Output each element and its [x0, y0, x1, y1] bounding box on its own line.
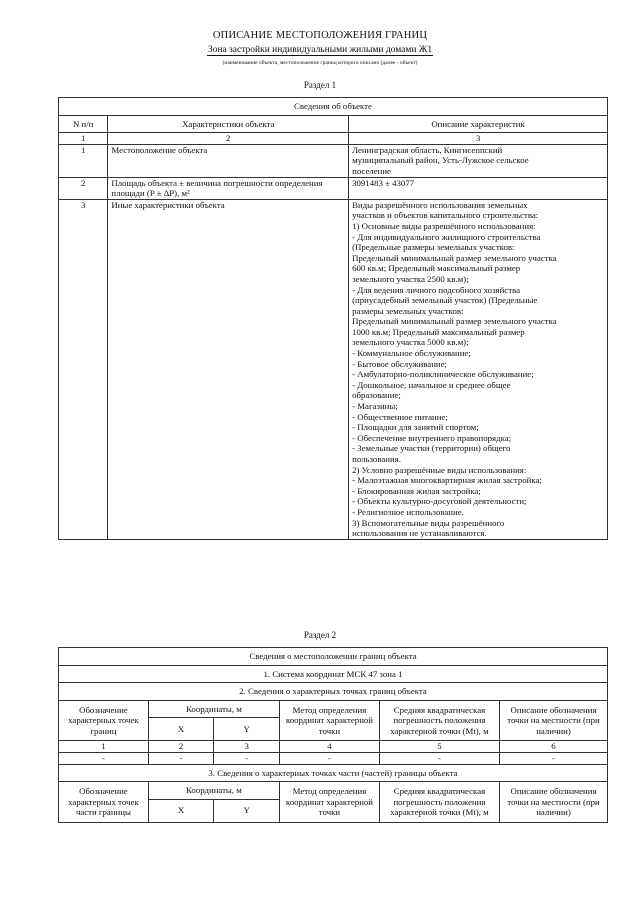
column-header-method: Метод определения координат характерной точки [280, 700, 380, 741]
row-number: 1 [59, 144, 108, 177]
description-line: образование; [352, 390, 401, 401]
object-info-table [58, 97, 608, 540]
column-number: 5 [379, 741, 499, 753]
description-line: Предельный минимальный размер земельного участка [352, 316, 557, 327]
section1-label: Раздел 1 [303, 80, 337, 90]
description-line: земельного участка 5000 кв.м); [352, 337, 469, 348]
column-header-coordinates: Координаты, м [148, 700, 279, 718]
description-line: использования не устанавливаются. [352, 528, 487, 539]
column-header-description: Описание характеристик [349, 115, 608, 133]
table-cell: - [59, 752, 149, 764]
column-header-y: Y [214, 718, 280, 741]
description-line: поселение [352, 165, 391, 176]
description-line: - Объекты культурно-досуговой деятельности; [352, 496, 527, 507]
description-line: - Коммунальное обслуживание; [352, 348, 471, 359]
row-description [349, 144, 608, 177]
row-characteristic: Иные характеристики объекта [108, 199, 349, 539]
boundary-info-table [58, 647, 608, 823]
description-line: земельного участка 2500 кв.м); [352, 273, 469, 284]
description-line: 600 кв.м; Предельный максимальный размер [352, 263, 521, 274]
subsection-part-boundary-points: 3. Сведения о характерных точках части (частей) границы объекта [59, 764, 608, 782]
table-row [59, 177, 608, 199]
description-line: Предельный минимальный размер земельного участка [352, 252, 557, 263]
description-line: 3091483 ± 43077 [352, 177, 415, 188]
column-number: 6 [500, 741, 608, 753]
row-description [349, 199, 608, 539]
row-number: 2 [59, 177, 108, 199]
description-line: 3) Вспомогательные виды разрешённого [352, 517, 505, 528]
column-header-coordinates: Координаты, м [148, 782, 279, 800]
section2-label: Раздел 2 [303, 630, 337, 640]
table-row [59, 752, 608, 764]
table-cell: - [379, 752, 499, 764]
description-line: Виды разрешённого использования земельных [352, 199, 528, 210]
description-line: - Магазины; [352, 401, 398, 412]
column-number: 2 [148, 741, 214, 753]
description-line: - Амбулаторно-поликлиническое обслуживание; [352, 369, 534, 380]
description-line: - Для ведения личного подсобного хозяйства [352, 284, 521, 295]
column-number: 2 [108, 133, 349, 145]
description-line: - Обеспечение внутреннего правопорядка; [352, 432, 512, 443]
description-line: Ленинградская область, Кингисеппский [352, 144, 503, 155]
column-header-designation: Обозначение характерных точек границ [59, 700, 149, 741]
column-number: 3 [349, 133, 608, 145]
column-header-x: X [148, 799, 214, 822]
column-header-characteristic: Характеристики объекта [108, 115, 349, 133]
row-description [349, 177, 608, 199]
object-name-caption: (наименование объекта, местоположение границ которого описано (далее - объект) [222, 60, 418, 66]
column-number: 1 [59, 133, 108, 145]
description-line: - Религиозное использование. [352, 506, 464, 517]
description-line: 1) Основные виды разрешённого использования: [352, 220, 536, 231]
column-header-designation-part: Обозначение характерных точек части границы [59, 782, 149, 823]
description-line: муниципальный район, Усть-Лужское сельское [352, 155, 529, 166]
boundary-info-title: Сведения о местоположении границ объекта [59, 648, 608, 666]
table-row [59, 199, 608, 539]
table-cell: - [500, 752, 608, 764]
document-title: ОПИСАНИЕ МЕСТОПОЛОЖЕНИЯ ГРАНИЦ [212, 30, 428, 41]
description-line: - Малоэтажная многоквартирная жилая застройка; [352, 475, 542, 486]
table-cell: - [280, 752, 380, 764]
description-line: - Бытовое обслуживание; [352, 358, 447, 369]
column-header-y: Y [214, 799, 280, 822]
description-line: (приусадебный земельный участок) (Предельные [352, 295, 538, 306]
description-line: размеры земельных участков: [352, 305, 464, 316]
column-header-error: Средняя квадратическая погрешность положения характерной точки (Mt), м [379, 700, 499, 741]
description-line: пользования. [352, 454, 401, 464]
subsection-boundary-points: 2. Сведения о характерных точках границ объекта [59, 683, 608, 701]
table-cell: - [214, 752, 280, 764]
description-line: 2) Условно разрешённые виды использования: [352, 464, 527, 475]
description-line: - Общественное питание; [352, 411, 448, 422]
description-line: - Земельные участки (территории) общего [352, 443, 511, 454]
description-line: - Площадки для занятий спортом; [352, 422, 479, 433]
coordinate-system: 1. Система координат МСК 47 зона 1 [59, 665, 608, 683]
table-cell: - [148, 752, 214, 764]
description-line: 1000 кв.м; Предельный максимальный размер [352, 326, 525, 337]
column-header-method: Метод определения координат характерной точки [280, 782, 380, 823]
column-header-point-description: Описание обозначения точки на местности (при наличии) [500, 782, 608, 823]
description-line: - Для индивидуального жилищного строительства [352, 231, 541, 242]
column-number: 4 [280, 741, 380, 753]
table-row [59, 144, 608, 177]
column-header-point-description: Описание обозначения точки на местности (при наличии) [500, 700, 608, 741]
column-number: 1 [59, 741, 149, 753]
column-number: 3 [214, 741, 280, 753]
row-characteristic: Местоположение объекта [108, 144, 349, 177]
description-line: участков и объектов капитального строительства: [352, 210, 539, 221]
description-line: (Предельные размеры земельных участков: [352, 242, 515, 253]
description-line: - Блокированная жилая застройка; [352, 485, 481, 496]
row-number: 3 [59, 199, 108, 539]
column-header-x: X [148, 718, 214, 741]
description-line: - Дошкольное, начальное и среднее общее [352, 379, 511, 390]
object-info-title: Сведения об объекте [59, 98, 608, 116]
column-header-number: N п/п [59, 115, 108, 133]
column-header-error: Средняя квадратическая погрешность положения характерной точки (Mt), м [379, 782, 499, 823]
row-characteristic: Площадь объекта ± величина погрешности определения площади (P ± ΔP), м² [108, 177, 349, 199]
object-name-text: Зона застройки индивидуальными жилыми домами Ж1 [207, 45, 433, 55]
object-name [0, 45, 640, 55]
